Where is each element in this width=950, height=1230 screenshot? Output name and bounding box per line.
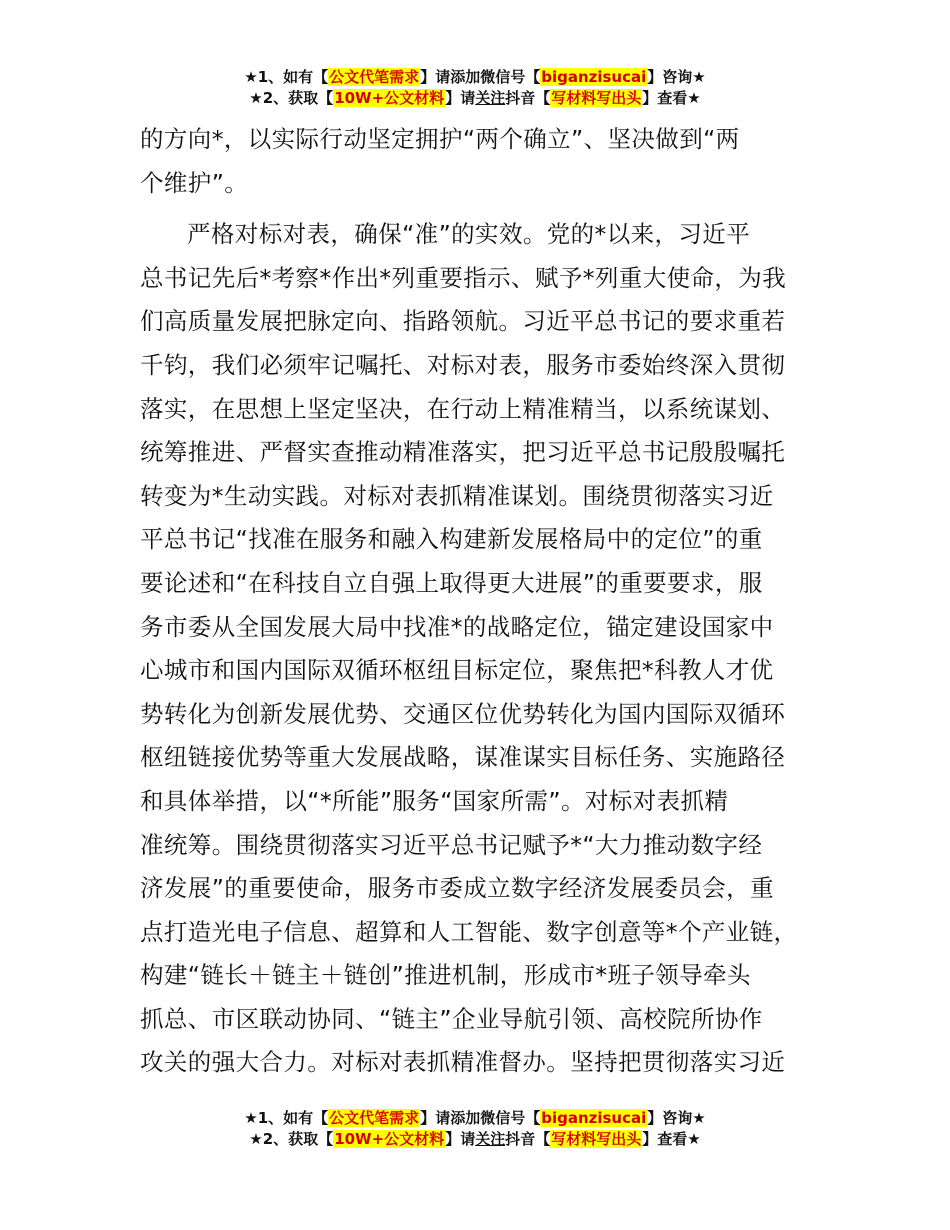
header-underlined-follow: 关注 — [475, 89, 506, 107]
text-line: 个维护”。 — [140, 168, 249, 197]
text-line: 的方向*，以实际行动坚定拥护“两个确立”、坚决做到“两 — [140, 125, 740, 153]
text-line: 要论述和“在科技自立自强上取得更大进展”的重要要求，服 — [140, 568, 763, 597]
text-line: 严格对标对表，确保“准”的实效。党的*以来，习近平 — [187, 220, 751, 249]
header-line-1-suffix: 】咨询★ — [647, 68, 706, 86]
text-line: 落实，在思想上坚定坚决，在行动上精准精当，以系统谋划、 — [140, 394, 786, 423]
footer-line-1-suffix: 】咨询★ — [647, 1109, 706, 1127]
header-line-1 — [0, 67, 950, 88]
footer-line-2 — [0, 1129, 950, 1150]
footer-highlight-materials: 10W+公文材料 — [334, 1130, 445, 1148]
text-line: 抓总、市区联动协同、“链主”企业导航引领、高校院所协作 — [140, 1004, 763, 1033]
paragraph-1 — [140, 118, 830, 205]
paragraph-2 — [140, 213, 830, 1085]
text-line: 平总书记“找准在服务和融入构建新发展格局中的定位”的重 — [140, 525, 763, 554]
text-line: 心城市和国内国际双循环枢纽目标定位，聚焦把*科教人才优 — [140, 656, 774, 685]
footer-line-2-prefix: ★2、获取【 — [249, 1130, 334, 1148]
header-line-2-prefix: ★2、获取【 — [249, 89, 334, 107]
text-line: 们高质量发展把脉定向、指路领航。习近平总书记的要求重若 — [140, 307, 786, 336]
footer-line-1 — [0, 1108, 950, 1129]
header-line-1-prefix: ★1、如有【 — [244, 68, 329, 86]
footer-line-1-prefix: ★1、如有【 — [244, 1109, 329, 1127]
text-line: 势转化为创新发展优势、交通区位优势转化为国内国际双循环 — [140, 699, 786, 728]
text-line: 统筹推进、严督实查推动精准落实，把习近平总书记殷殷嘱托 — [140, 438, 786, 467]
footer-highlight-douyin: 写材料写出头 — [551, 1130, 642, 1148]
header-line-2-middle-b: 抖音【 — [505, 89, 551, 107]
footer-underlined-follow: 关注 — [475, 1130, 506, 1148]
text-line: 准统筹。围绕贯彻落实习近平总书记赋予*“大力推动数字经 — [140, 830, 763, 859]
footer-highlight-service: 公文代笔需求 — [329, 1109, 420, 1127]
footer-banner — [0, 1108, 950, 1150]
footer-highlight-wechat-id: biganzisucai — [541, 1109, 647, 1127]
footer-line-1-middle: 】请添加微信号【 — [420, 1109, 541, 1127]
text-line: 构建“链长＋链主＋链创”推进机制，形成市*班子领导牵头 — [140, 961, 751, 990]
text-line: 和具体举措，以“*所能”服务“国家所需”。对标对表抓精 — [140, 786, 729, 815]
text-line: 务市委从全国发展大局中找准*的战略定位，锚定建设国家中 — [140, 612, 774, 641]
header-highlight-materials: 10W+公文材料 — [334, 89, 445, 107]
header-highlight-wechat-id: biganzisucai — [541, 68, 647, 86]
header-line-1-middle: 】请添加微信号【 — [420, 68, 541, 86]
text-line: 点打造光电子信息、超算和人工智能、数字创意等*个产业链， — [140, 917, 798, 946]
header-highlight-service: 公文代笔需求 — [329, 68, 420, 86]
footer-line-2-middle-b: 抖音【 — [505, 1130, 551, 1148]
header-highlight-douyin: 写材料写出头 — [551, 89, 642, 107]
text-line: 转变为*生动实践。对标对表抓精准谋划。围绕贯彻落实习近 — [140, 481, 774, 510]
text-line: 千钧，我们必须牢记嘱托、对标对表，服务市委始终深入贯彻 — [140, 350, 786, 379]
text-line: 攻关的强大合力。对标对表抓精准督办。坚持把贯彻落实习近 — [140, 1048, 786, 1077]
text-line: 总书记先后*考察*作出*列重要指示、赋予*列重大使命，为我 — [140, 263, 787, 292]
footer-line-2-suffix: 】查看★ — [642, 1130, 701, 1148]
text-line: 济发展”的重要使命，服务市委成立数字经济发展委员会，重 — [140, 874, 774, 903]
document-body — [140, 118, 830, 1085]
header-line-2 — [0, 88, 950, 109]
header-banner — [0, 67, 950, 109]
text-line: 枢纽链接优势等重大发展战略，谋准谋实目标任务、实施路径 — [140, 743, 786, 772]
footer-line-2-middle-a: 】请 — [445, 1130, 476, 1148]
header-line-2-middle-a: 】请 — [445, 89, 476, 107]
header-line-2-suffix: 】查看★ — [642, 89, 701, 107]
